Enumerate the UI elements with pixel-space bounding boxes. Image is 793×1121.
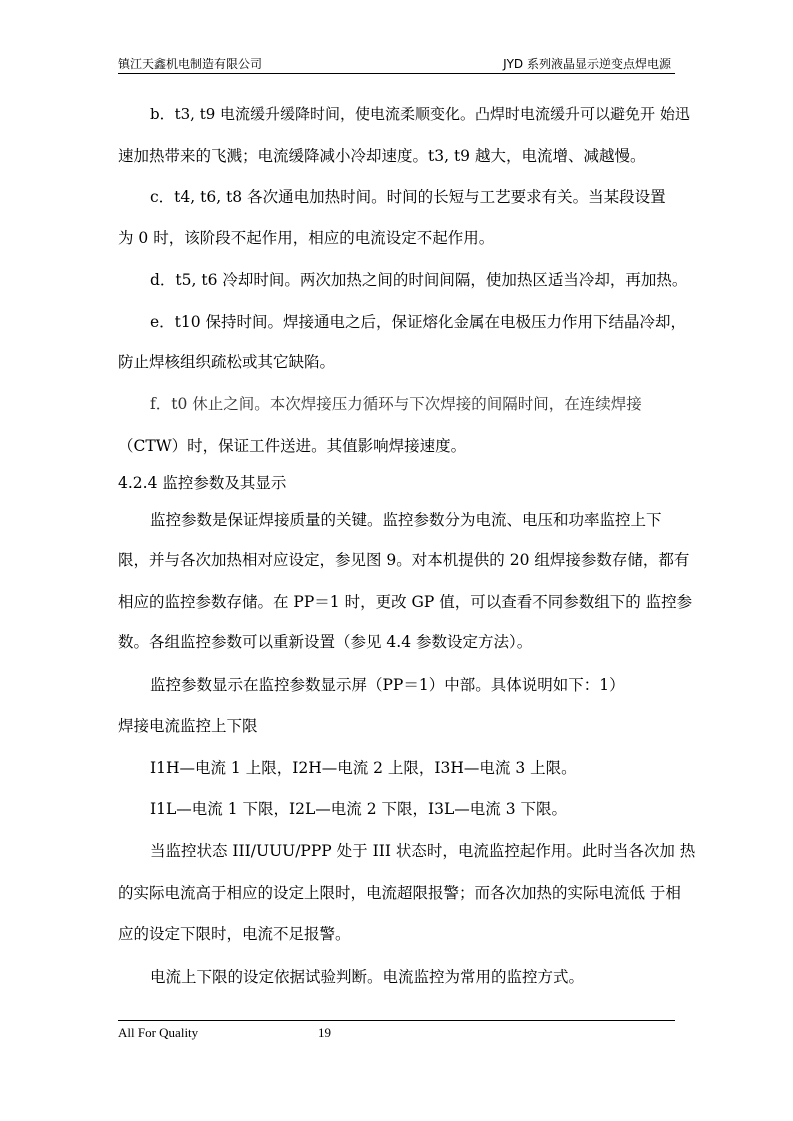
footer-rule [118, 1020, 675, 1021]
paragraph-line: b．t3, t9 电流缓升缓降时间，使电流柔顺变化。凸焊时电流缓升可以避免开 始迅 [150, 105, 690, 123]
paragraph-line: I1L—电流 1 下限，I2L—电流 2 下限，I3L—电流 3 下限。 [150, 800, 567, 818]
paragraph-line: 的实际电流高于相应的设定上限时，电流超限报警；而各次加热的实际电流低 于相 [118, 884, 681, 902]
paragraph-line: 当监控状态 III/UUU/PPP 处于 III 状态时，电流监控起作用。此时当各次加 热 [150, 842, 696, 860]
paragraph-line: e．t10 保持时间。焊接通电之后，保证熔化金属在电极压力作用下结晶冷却， [150, 313, 687, 331]
paragraph-line: 数。各组监控参数可以重新设置（参见 4.4 参数设定方法）。 [118, 633, 533, 651]
paragraph-line: d．t5, t6 冷却时间。两次加热之间的时间间隔，使加热区适当冷却，再加热。 [150, 271, 688, 289]
paragraph-line: 防止焊核组织疏松或其它缺陷。 [118, 353, 336, 371]
paragraph-line: f．t0 休止之间。本次焊接压力循环与下次焊接的间隔时间，在连续焊接 [150, 395, 642, 413]
paragraph-line: 电流上下限的设定依据试验判断。电流监控为常用的监控方式。 [150, 968, 585, 986]
header-product: JYD 系列液晶显示逆变点焊电源 [503, 57, 671, 71]
paragraph-line: 焊接电流监控上下限 [118, 717, 258, 735]
footer-motto: All For Quality [118, 1025, 199, 1040]
section-heading: 4.2.4 监控参数及其显示 [118, 474, 287, 492]
page-header [118, 53, 675, 73]
paragraph-line: 监控参数是保证焊接质量的关键。监控参数分为电流、电压和功率监控上下 [150, 511, 662, 529]
paragraph-line: 限，并与各次加热相对应设定，参见图 9。对本机提供的 20 组焊接参数存储，都有 [118, 551, 690, 569]
paragraph-line: 为 0 时，该阶段不起作用，相应的电流设定不起作用。 [118, 229, 495, 247]
paragraph-line: 速加热带来的飞溅；电流缓降减小冷却速度。t3, t9 越大，电流增、减越慢。 [118, 147, 646, 165]
paragraph-line: 监控参数显示在监控参数显示屏（PP＝1）中部。具体说明如下：1） [150, 676, 625, 694]
paragraph-line: （CTW）时，保证工件送进。其值影响焊接速度。 [118, 437, 467, 455]
paragraph-line: I1H—电流 1 上限，I2H—电流 2 上限，I3H—电流 3 上限。 [150, 759, 577, 777]
paragraph-line: 应的设定下限时，电流不足报警。 [118, 925, 351, 943]
paragraph-line: c．t4, t6, t8 各次通电加热时间。时间的长短与工艺要求有关。当某段设置 [150, 188, 666, 206]
page-number: 19 [318, 1025, 331, 1040]
header-company: 镇江天鑫机电制造有限公司 [118, 57, 263, 71]
header-rule [118, 73, 675, 74]
paragraph-line: 相应的监控参数存储。在 PP＝1 时，更改 GP 值，可以查看不同参数组下的 监控参 [118, 593, 693, 611]
